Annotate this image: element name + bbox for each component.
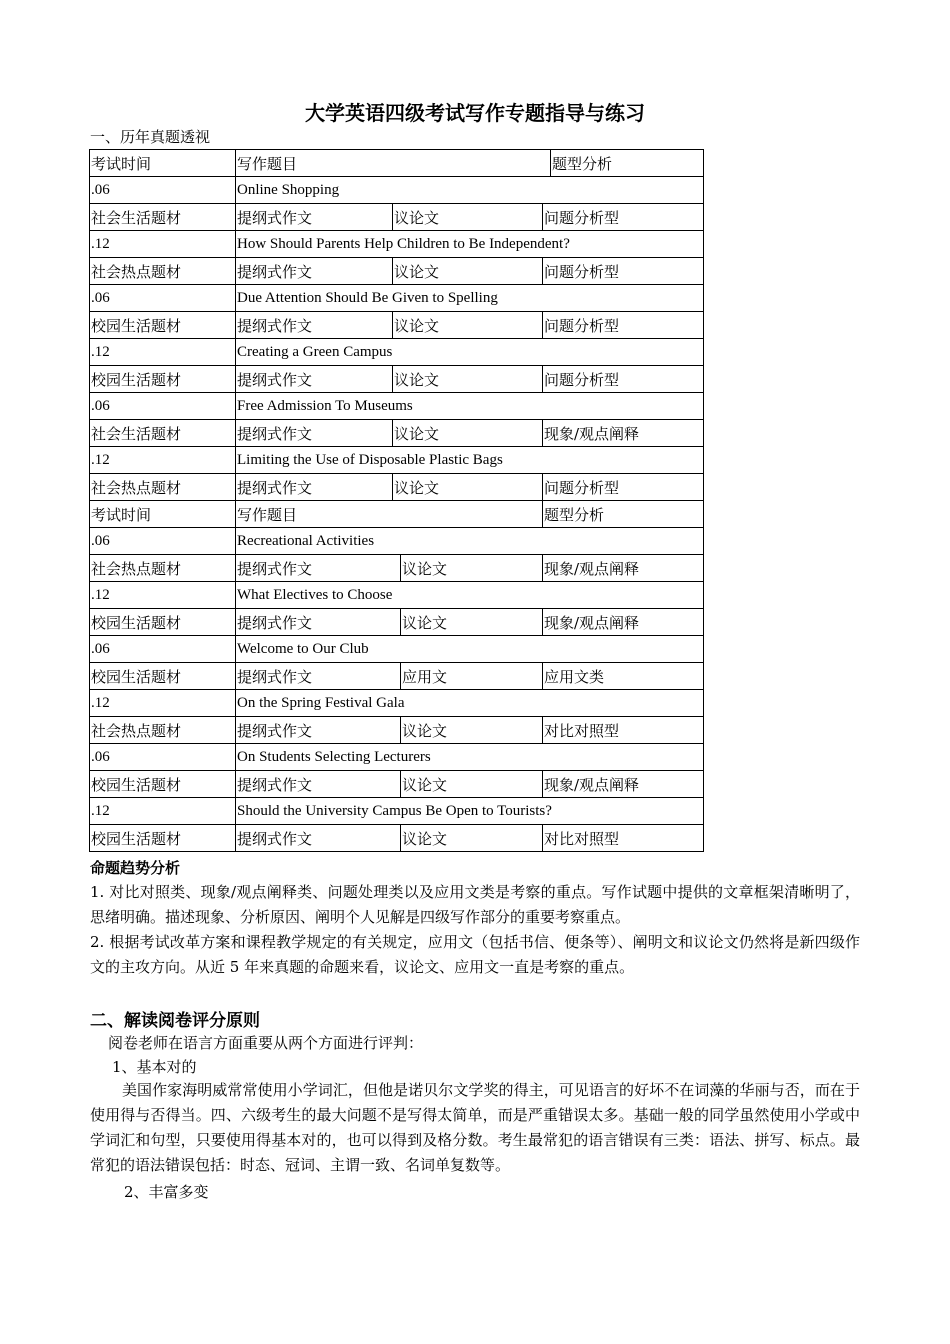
table-row-classification bbox=[90, 825, 704, 852]
section2-heading: 二、解读阅卷评分原则 bbox=[90, 1011, 260, 1031]
header-analysis: 题型分析 bbox=[551, 150, 704, 177]
table-row-classification bbox=[90, 312, 704, 339]
topic-cell: On the Spring Festival Gala bbox=[236, 690, 704, 717]
analysis-cell: 现象/观点阐释 bbox=[543, 420, 704, 447]
section2-intro: 阅卷老师在语言方面重要从两个方面进行评判： bbox=[108, 1034, 424, 1052]
header-topic: 写作题目 bbox=[236, 150, 551, 177]
section1-heading: 一、历年真题透视 bbox=[90, 128, 211, 146]
category-cell: 校园生活题材 bbox=[90, 663, 236, 690]
genre-cell: 议论文 bbox=[393, 204, 543, 231]
exam-time-cell: .06 bbox=[90, 744, 236, 771]
topic-cell: Should the University Campus Be Open to Tourists? bbox=[236, 798, 704, 825]
form-cell: 提纲式作文 bbox=[236, 258, 393, 285]
analysis-cell: 对比对照型 bbox=[543, 825, 704, 852]
header-exam-time: 考试时间 bbox=[90, 501, 236, 528]
topic-cell: On Students Selecting Lecturers bbox=[236, 744, 704, 771]
table-row-classification bbox=[90, 474, 704, 501]
analysis-cell: 问题分析型 bbox=[543, 474, 704, 501]
form-cell: 提纲式作文 bbox=[236, 312, 393, 339]
table-row-classification bbox=[90, 717, 704, 744]
table-row-topic bbox=[90, 798, 704, 825]
trend-paragraph-2: 2. 根据考试改革方案和课程教学规定的有关规定，应用文（包括书信、便条等）、阐明文和议论文仍然将是新四级作文的主攻方向。从近 5 年来真题的命题来看，议论文、应用文一直是考察的重点。 bbox=[90, 933, 860, 976]
table-row-topic bbox=[90, 690, 704, 717]
topic-cell: How Should Parents Help Children to Be Independent? bbox=[236, 231, 704, 258]
topic-cell: Welcome to Our Club bbox=[236, 636, 704, 663]
exam-time-cell: .06 bbox=[90, 177, 236, 204]
table-row-topic bbox=[90, 231, 704, 258]
category-cell: 校园生活题材 bbox=[90, 609, 236, 636]
category-cell: 社会热点题材 bbox=[90, 555, 236, 582]
topic-cell: Limiting the Use of Disposable Plastic Bags bbox=[236, 447, 704, 474]
category-cell: 社会生活题材 bbox=[90, 420, 236, 447]
table-row-classification bbox=[90, 555, 704, 582]
genre-cell: 议论文 bbox=[401, 555, 543, 582]
table-header-row bbox=[90, 501, 704, 528]
genre-cell: 应用文 bbox=[401, 663, 543, 690]
item1-heading: 1、基本对的 bbox=[112, 1058, 197, 1076]
table-row-topic bbox=[90, 636, 704, 663]
genre-cell: 议论文 bbox=[393, 366, 543, 393]
table-row-topic bbox=[90, 339, 704, 366]
table-row-classification bbox=[90, 609, 704, 636]
table-row-classification bbox=[90, 420, 704, 447]
topic-cell: Due Attention Should Be Given to Spelling bbox=[236, 285, 704, 312]
topic-cell: What Electives to Choose bbox=[236, 582, 704, 609]
header-exam-time: 考试时间 bbox=[90, 150, 236, 177]
analysis-cell: 现象/观点阐释 bbox=[543, 555, 704, 582]
form-cell: 提纲式作文 bbox=[236, 366, 393, 393]
table-row-classification bbox=[90, 771, 704, 798]
table-row-classification bbox=[90, 366, 704, 393]
form-cell: 提纲式作文 bbox=[236, 771, 401, 798]
table-row-topic bbox=[90, 447, 704, 474]
exam-time-cell: .12 bbox=[90, 447, 236, 474]
form-cell: 提纲式作文 bbox=[236, 420, 393, 447]
category-cell: 校园生活题材 bbox=[90, 366, 236, 393]
category-cell: 校园生活题材 bbox=[90, 771, 236, 798]
exam-time-cell: .06 bbox=[90, 636, 236, 663]
genre-cell: 议论文 bbox=[401, 825, 543, 852]
analysis-cell: 问题分析型 bbox=[543, 366, 704, 393]
analysis-cell: 问题分析型 bbox=[543, 312, 704, 339]
category-cell: 校园生活题材 bbox=[90, 312, 236, 339]
form-cell: 提纲式作文 bbox=[236, 474, 393, 501]
genre-cell: 议论文 bbox=[401, 609, 543, 636]
table-row-classification bbox=[90, 663, 704, 690]
genre-cell: 议论文 bbox=[393, 258, 543, 285]
exam-time-cell: .12 bbox=[90, 690, 236, 717]
form-cell: 提纲式作文 bbox=[236, 555, 401, 582]
header-topic: 写作题目 bbox=[236, 501, 543, 528]
genre-cell: 议论文 bbox=[401, 717, 543, 744]
table-header-row bbox=[90, 150, 704, 177]
table-row-topic bbox=[90, 177, 704, 204]
trend-heading: 命题趋势分析 bbox=[90, 859, 181, 877]
exam-time-cell: .06 bbox=[90, 393, 236, 420]
form-cell: 提纲式作文 bbox=[236, 825, 401, 852]
topic-cell: Free Admission To Museums bbox=[236, 393, 704, 420]
exam-time-cell: .06 bbox=[90, 285, 236, 312]
analysis-cell: 问题分析型 bbox=[543, 204, 704, 231]
page-title: 大学英语四级考试写作专题指导与练习 bbox=[305, 101, 645, 125]
table-row-classification bbox=[90, 204, 704, 231]
form-cell: 提纲式作文 bbox=[236, 609, 401, 636]
analysis-cell: 问题分析型 bbox=[543, 258, 704, 285]
table-row-topic bbox=[90, 528, 704, 555]
category-cell: 社会热点题材 bbox=[90, 717, 236, 744]
category-cell: 社会生活题材 bbox=[90, 204, 236, 231]
topic-cell: Recreational Activities bbox=[236, 528, 704, 555]
genre-cell: 议论文 bbox=[393, 420, 543, 447]
exam-time-cell: .12 bbox=[90, 798, 236, 825]
category-cell: 社会热点题材 bbox=[90, 258, 236, 285]
analysis-cell: 应用文类 bbox=[543, 663, 704, 690]
form-cell: 提纲式作文 bbox=[236, 204, 393, 231]
table-row-topic bbox=[90, 582, 704, 609]
genre-cell: 议论文 bbox=[393, 474, 543, 501]
header-analysis: 题型分析 bbox=[543, 501, 704, 528]
analysis-cell: 现象/观点阐释 bbox=[543, 771, 704, 798]
genre-cell: 议论文 bbox=[393, 312, 543, 339]
item1-body: 美国作家海明威常常使用小学词汇，但他是诺贝尔文学奖的得主，可见语言的好坏不在词藻的华丽与否，而在于使用得与否得当。四、六级考生的最大问题不是写得太简单，而是严重错误太多。基础一般的同学虽然使用小学或中学词汇和句型，只要使用得基本对的，也可以得到及格分数。考生最常犯的语言错误有三类：语法、拼写、标点。最常犯的语法错误包括：时态、冠词、主谓一致、名词单复数等。 bbox=[90, 1081, 860, 1174]
form-cell: 提纲式作文 bbox=[236, 663, 401, 690]
form-cell: 提纲式作文 bbox=[236, 717, 401, 744]
exam-time-cell: .12 bbox=[90, 339, 236, 366]
exam-time-cell: .06 bbox=[90, 528, 236, 555]
analysis-cell: 现象/观点阐释 bbox=[543, 609, 704, 636]
table-row-topic bbox=[90, 744, 704, 771]
exam-time-cell: .12 bbox=[90, 582, 236, 609]
table-row-classification bbox=[90, 258, 704, 285]
topic-cell: Online Shopping bbox=[236, 177, 704, 204]
exam-history-table bbox=[89, 149, 704, 852]
trend-paragraph-1: 1. 对比对照类、现象/观点阐释类、问题处理类以及应用文类是考察的重点。写作试题中提供的文章框架清晰明了，思绪明确。描述现象、分析原因、阐明个人见解是四级写作部分的重要考察重点。 bbox=[90, 883, 860, 926]
item2-heading: 2、丰富多变 bbox=[124, 1183, 209, 1201]
topic-cell: Creating a Green Campus bbox=[236, 339, 704, 366]
category-cell: 校园生活题材 bbox=[90, 825, 236, 852]
table-row-topic bbox=[90, 285, 704, 312]
genre-cell: 议论文 bbox=[401, 771, 543, 798]
table-row-topic bbox=[90, 393, 704, 420]
analysis-cell: 对比对照型 bbox=[543, 717, 704, 744]
category-cell: 社会热点题材 bbox=[90, 474, 236, 501]
exam-time-cell: .12 bbox=[90, 231, 236, 258]
